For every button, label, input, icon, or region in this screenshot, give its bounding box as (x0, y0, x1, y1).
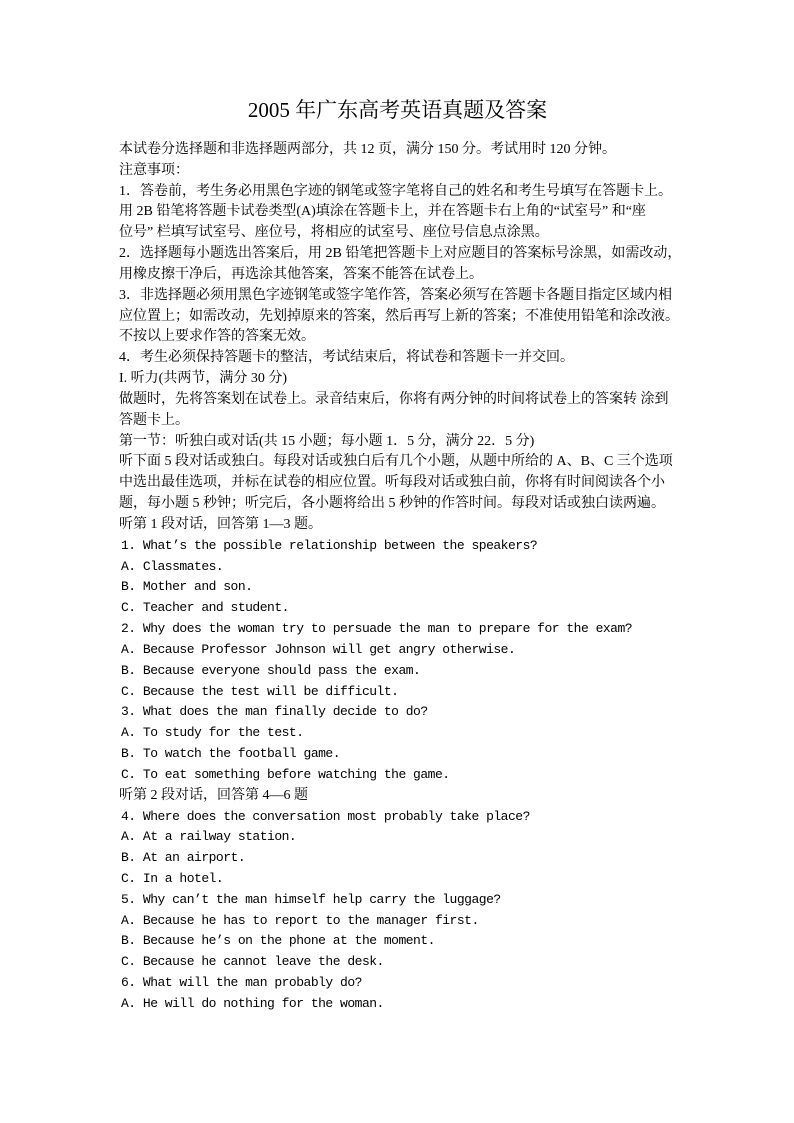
part-one-direction-3: 题，每小题 5 秒钟；听完后，各小题将给出 5 秒钟的作答时间。每段对话或独白读两遍。 (119, 496, 665, 512)
question-5-option-c: C. Because he cannot leave the desk. (121, 954, 384, 970)
question-3-option-c: C. To eat something before watching the game. (121, 766, 450, 782)
instruction-line-1: 做题时，先将答案划在试卷上。录音结束后，你将有两分钟的时间将试卷上的答案转 涂到 (119, 391, 669, 407)
notice-line-1: 1．答卷前，考生务必用黑色字迹的钢笔或签字笔将自己的姓名和考生号填写在答题卡上。 (119, 183, 672, 199)
notice-line-1c: 位号” 栏填写试室号、座位号，将相应的试室号、座位号信息点涂黑。 (119, 225, 549, 241)
question-2-option-b: B. Because everyone should pass the exam. (121, 662, 421, 678)
dialog-2-prompt: 听第 2 段对话，回答第 4—6 题 (119, 787, 308, 803)
notice-line-1b: 用 2B 铅笔将答题卡试卷类型(A)填涂在答题卡上，并在答题卡右上角的“试室号” 和“座 (119, 204, 646, 220)
question-1-option-b: B. Mother and son. (121, 579, 253, 595)
instruction-line-2: 答题卡上。 (119, 412, 189, 428)
notice-line-4: 4．考生必须保持答题卡的整洁，考试结束后，将试卷和答题卡一并交回。 (119, 350, 574, 366)
dialog-1-prompt: 听第 1 段对话，回答第 1—3 题。 (119, 516, 322, 532)
exam-intro-line: 本试卷分选择题和非选择题两部分，共 12 页，满分 150 分。考试用时 120 分钟。 (119, 142, 616, 157)
section-i-heading: I. 听力(共两节，满分 30 分) (119, 371, 287, 387)
part-one-heading: 第一节：听独白或对话(共 15 小题；每小题 1．5 分，满分 22．5 分) (119, 433, 535, 449)
notice-heading: 注意事项： (119, 162, 189, 178)
question-4-option-b: B. At an airport. (121, 850, 246, 866)
question-2-option-c: C. Because the test will be difficult. (121, 683, 399, 699)
question-3-option-b: B. To watch the football game. (121, 746, 341, 762)
question-4-option-a: A. At a railway station. (121, 829, 297, 845)
question-2-option-a: A. Because Professor Johnson will get angry otherwise. (121, 641, 516, 657)
question-3: 3. What does the man finally decide to do? (121, 704, 428, 720)
question-5-option-b: B. Because he’s on the phone at the moment. (121, 933, 435, 949)
page-title: 2005 年广东高考英语真题及答案 (247, 98, 548, 122)
question-4: 4. Where does the conversation most probably take place? (121, 808, 530, 824)
part-one-direction-1: 听下面 5 段对话或独白。每段对话或独白后有几个小题，从题中所给的 A、B、C 三个选项 (119, 454, 673, 470)
question-6-option-a: A. He will do nothing for the woman. (121, 995, 384, 1011)
question-6: 6. What will the man probably do? (121, 975, 362, 991)
question-1-option-a: A. Classmates. (121, 558, 224, 574)
part-one-direction-2: 中选出最佳选项，并标在试卷的相应位置。听每段对话或独白前，你将有时间阅读各个小 (119, 475, 665, 491)
question-5-option-a: A. Because he has to report to the manager first. (121, 912, 479, 928)
question-4-option-c: C. In a hotel. (121, 870, 224, 886)
notice-line-3: 3．非选择题必须用黑色字迹钢笔或签字笔作答，答案必须写在答题卡各题目指定区域内相 (119, 287, 672, 303)
document-body (119, 140, 682, 1015)
question-1-option-c: C. Teacher and student. (121, 600, 289, 616)
notice-line-3b: 应位置上；如需改动，先划掉原来的答案，然后再写上新的答案；不准使用铅笔和涂改液。 (119, 308, 679, 324)
question-5: 5. Why can’t the man himself help carry the luggage? (121, 891, 501, 907)
question-2: 2. Why does the woman try to persuade the man to prepare for the exam? (121, 621, 633, 637)
notice-line-3c: 不按以上要求作答的答案无效。 (119, 329, 315, 345)
question-1: 1. What’s the possible relationship between the speakers? (121, 537, 538, 553)
notice-line-2: 2．选择题每小题选出答案后，用 2B 铅笔把答题卡上对应题目的答案标号涂黑，如需改动， (119, 246, 682, 262)
notice-line-2b: 用橡皮擦干净后，再选涂其他答案，答案不能答在试卷上。 (119, 266, 483, 282)
question-3-option-a: A. To study for the test. (121, 725, 304, 741)
